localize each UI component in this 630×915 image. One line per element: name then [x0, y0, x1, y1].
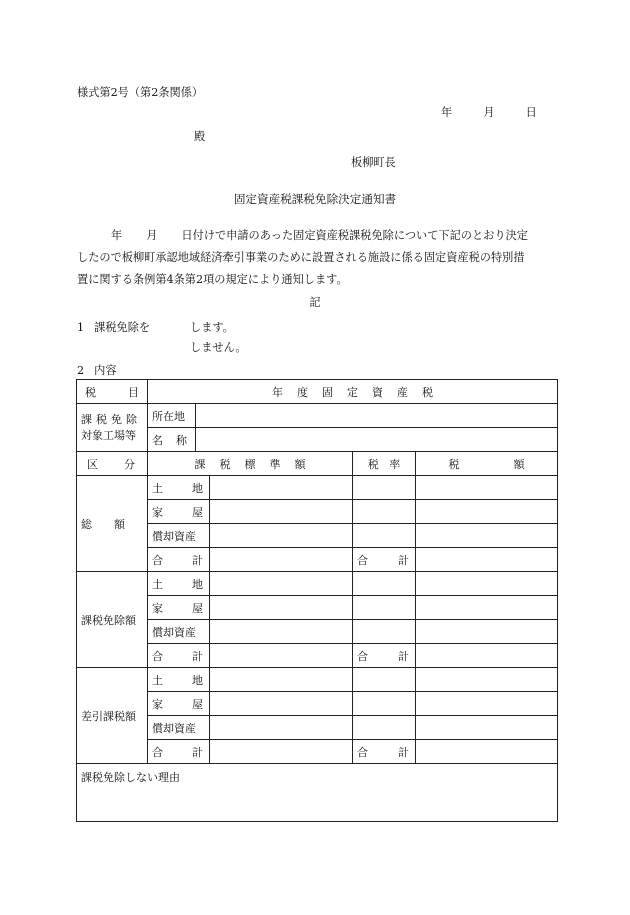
row-label-char: 計	[192, 745, 203, 759]
tax-item-value-char: 資	[372, 385, 384, 399]
row-label-char: 土	[152, 481, 163, 495]
item1-option-yes: します。	[190, 321, 234, 334]
row-label-char: 地	[192, 673, 203, 687]
date-line	[441, 107, 537, 118]
row-label-house	[148, 500, 210, 524]
row-label-char: 地	[192, 577, 203, 591]
item1-option-no: しません。	[190, 341, 247, 354]
base-cell[interactable]	[210, 524, 353, 548]
item1-label: 課税免除を	[94, 321, 151, 334]
factory-label-cell	[77, 404, 148, 452]
row-label-char: 家	[152, 697, 163, 711]
name-label-char: 名	[152, 433, 163, 447]
rate-total-char: 合	[357, 745, 368, 759]
location-value-cell[interactable]	[196, 404, 558, 428]
row-label-char: 合	[152, 649, 163, 663]
addressee-suffix: 殿	[194, 130, 206, 143]
name-value-cell[interactable]	[196, 428, 558, 452]
header-rate-char: 税	[367, 457, 379, 471]
item1-number: 1	[77, 321, 85, 334]
table-row	[77, 644, 558, 668]
rate-total-char: 計	[398, 553, 409, 567]
row-label-char: 家	[152, 601, 163, 615]
base-cell[interactable]	[210, 548, 353, 572]
header-amount-cell	[416, 452, 558, 476]
tax-item-label-cell	[77, 380, 148, 404]
header-base-char: 課	[194, 457, 206, 471]
item2	[77, 365, 117, 376]
header-category-char: 分	[124, 457, 135, 471]
tax-item-value-char: 産	[397, 385, 409, 399]
row-label-house	[148, 596, 210, 620]
rate-total-char: 計	[398, 745, 409, 759]
item2-number: 2	[77, 364, 85, 377]
name-label-cell	[148, 428, 196, 452]
row-label-char: 屋	[192, 601, 203, 615]
table-row	[77, 740, 558, 764]
row-label-char: 屋	[192, 505, 203, 519]
form-number: 様式第2号（第2条関係）	[77, 86, 204, 99]
tax-item-value-char: 度	[297, 385, 309, 399]
amount-cell[interactable]	[416, 692, 558, 716]
tax-item-row	[77, 380, 558, 404]
base-cell[interactable]	[210, 476, 353, 500]
row-label-total	[148, 644, 210, 668]
body-line1-year: 年	[111, 229, 123, 242]
body-line-2: したので板柳町承認地域経済牽引事業のために設置される施設に係る固定資産税の特別措	[77, 251, 525, 264]
base-cell[interactable]	[210, 692, 353, 716]
row-label-char: 地	[192, 481, 203, 495]
row-label-depreciable: 償却資産	[148, 716, 210, 740]
reason-label: 課税免除しない理由	[81, 771, 180, 784]
amount-cell[interactable]	[416, 524, 558, 548]
amount-cell[interactable]	[416, 740, 558, 764]
table-row	[77, 716, 558, 740]
page-title: 固定資産税課税免除決定通知書	[233, 192, 397, 206]
amount-cell[interactable]	[416, 644, 558, 668]
reason-row	[77, 764, 558, 822]
group-net-label: 差引課税額	[77, 668, 148, 764]
row-label-land	[148, 476, 210, 500]
rate-cell[interactable]	[353, 476, 416, 500]
factory-label-line1: 課税免除	[81, 412, 141, 426]
rate-total-label	[353, 548, 416, 572]
date-year-label: 年	[441, 106, 453, 119]
item2-label: 内容	[94, 364, 117, 377]
row-label-char: 土	[152, 673, 163, 687]
row-label-depreciable: 償却資産	[148, 524, 210, 548]
tax-item-value-cell	[148, 380, 558, 404]
row-label-land	[148, 668, 210, 692]
base-cell[interactable]	[210, 644, 353, 668]
table-row	[77, 620, 558, 644]
row-label-char: 合	[152, 553, 163, 567]
amount-cell[interactable]	[416, 620, 558, 644]
base-cell[interactable]	[210, 620, 353, 644]
header-base-char: 税	[219, 457, 231, 471]
factory-label-line2: 対象工場等	[81, 428, 136, 442]
tax-item-label-char: 目	[128, 385, 139, 399]
base-cell[interactable]	[210, 668, 353, 692]
rate-total-char: 計	[398, 649, 409, 663]
rate-cell[interactable]	[353, 668, 416, 692]
date-month-label: 月	[483, 106, 495, 119]
row-label-char: 土	[152, 577, 163, 591]
group-total-label: 総 額	[77, 476, 148, 572]
row-label-char: 計	[192, 553, 203, 567]
amount-cell[interactable]	[416, 500, 558, 524]
header-base-char: 準	[269, 457, 281, 471]
body-line1-month: 月	[146, 229, 158, 242]
tax-item-value-char: 固	[322, 385, 334, 399]
row-label-char: 屋	[192, 697, 203, 711]
table-row	[77, 596, 558, 620]
base-cell[interactable]	[210, 596, 353, 620]
body-paragraph	[77, 225, 557, 291]
row-label-house	[148, 692, 210, 716]
rate-cell[interactable]	[353, 500, 416, 524]
tax-item-label-char: 税	[85, 385, 96, 399]
rate-cell[interactable]	[353, 524, 416, 548]
base-cell[interactable]	[210, 500, 353, 524]
row-label-char: 合	[152, 745, 163, 759]
reason-cell[interactable]	[77, 764, 558, 822]
factory-location-row	[77, 404, 558, 428]
location-label-cell: 所在地	[148, 404, 196, 428]
row-label-depreciable: 償却資産	[148, 620, 210, 644]
row-label-total	[148, 548, 210, 572]
amount-cell[interactable]	[416, 548, 558, 572]
date-day-label: 日	[525, 106, 537, 119]
body-line-3: 置に関する条例第4条第2項の規定により通知します。	[77, 273, 348, 286]
row-label-total	[148, 740, 210, 764]
header-category-cell	[77, 452, 148, 476]
issuer: 板柳町長	[351, 156, 396, 169]
base-cell[interactable]	[210, 572, 353, 596]
tax-item-value-char: 定	[347, 385, 359, 399]
table-row	[77, 572, 558, 596]
rate-total-char: 合	[357, 649, 368, 663]
table-row	[77, 548, 558, 572]
tax-item-value-char: 税	[422, 385, 434, 399]
rate-total-label	[353, 644, 416, 668]
rate-cell[interactable]	[353, 692, 416, 716]
base-cell[interactable]	[210, 716, 353, 740]
body-line-1	[77, 225, 557, 247]
rate-cell[interactable]	[353, 596, 416, 620]
base-cell[interactable]	[210, 740, 353, 764]
header-amount-char: 税	[448, 457, 460, 471]
header-base-char: 標	[244, 457, 256, 471]
header-rate-cell	[353, 452, 416, 476]
table-row	[77, 668, 558, 692]
amount-cell[interactable]	[416, 716, 558, 740]
rate-cell[interactable]	[353, 716, 416, 740]
name-label-char: 称	[176, 433, 187, 447]
amount-header-row	[77, 452, 558, 476]
table-row	[77, 524, 558, 548]
tax-item-value-char: 年	[272, 385, 284, 399]
header-amount-char: 額	[513, 457, 525, 471]
header-base-cell	[148, 452, 353, 476]
group-exempt-label: 課税免除額	[77, 572, 148, 668]
table-row	[77, 476, 558, 500]
row-label-char: 計	[192, 649, 203, 663]
table-row	[77, 692, 558, 716]
content-table	[76, 379, 558, 822]
factory-name-row	[77, 428, 558, 452]
header-base-char: 額	[294, 457, 306, 471]
header-rate-char: 率	[389, 457, 401, 471]
body-line1-text: 日付けで申請のあった固定資産税課税免除について下記のとおり決定	[181, 229, 528, 242]
rate-total-label	[353, 740, 416, 764]
amount-cell[interactable]	[416, 476, 558, 500]
ki-heading: 記	[309, 296, 321, 309]
row-label-char: 家	[152, 505, 163, 519]
table-row	[77, 500, 558, 524]
rate-total-char: 合	[357, 553, 368, 567]
rate-cell[interactable]	[353, 572, 416, 596]
rate-cell[interactable]	[353, 620, 416, 644]
row-label-land	[148, 572, 210, 596]
item1	[77, 322, 150, 333]
amount-cell[interactable]	[416, 572, 558, 596]
amount-cell[interactable]	[416, 596, 558, 620]
header-category-char: 区	[87, 457, 98, 471]
amount-cell[interactable]	[416, 668, 558, 692]
